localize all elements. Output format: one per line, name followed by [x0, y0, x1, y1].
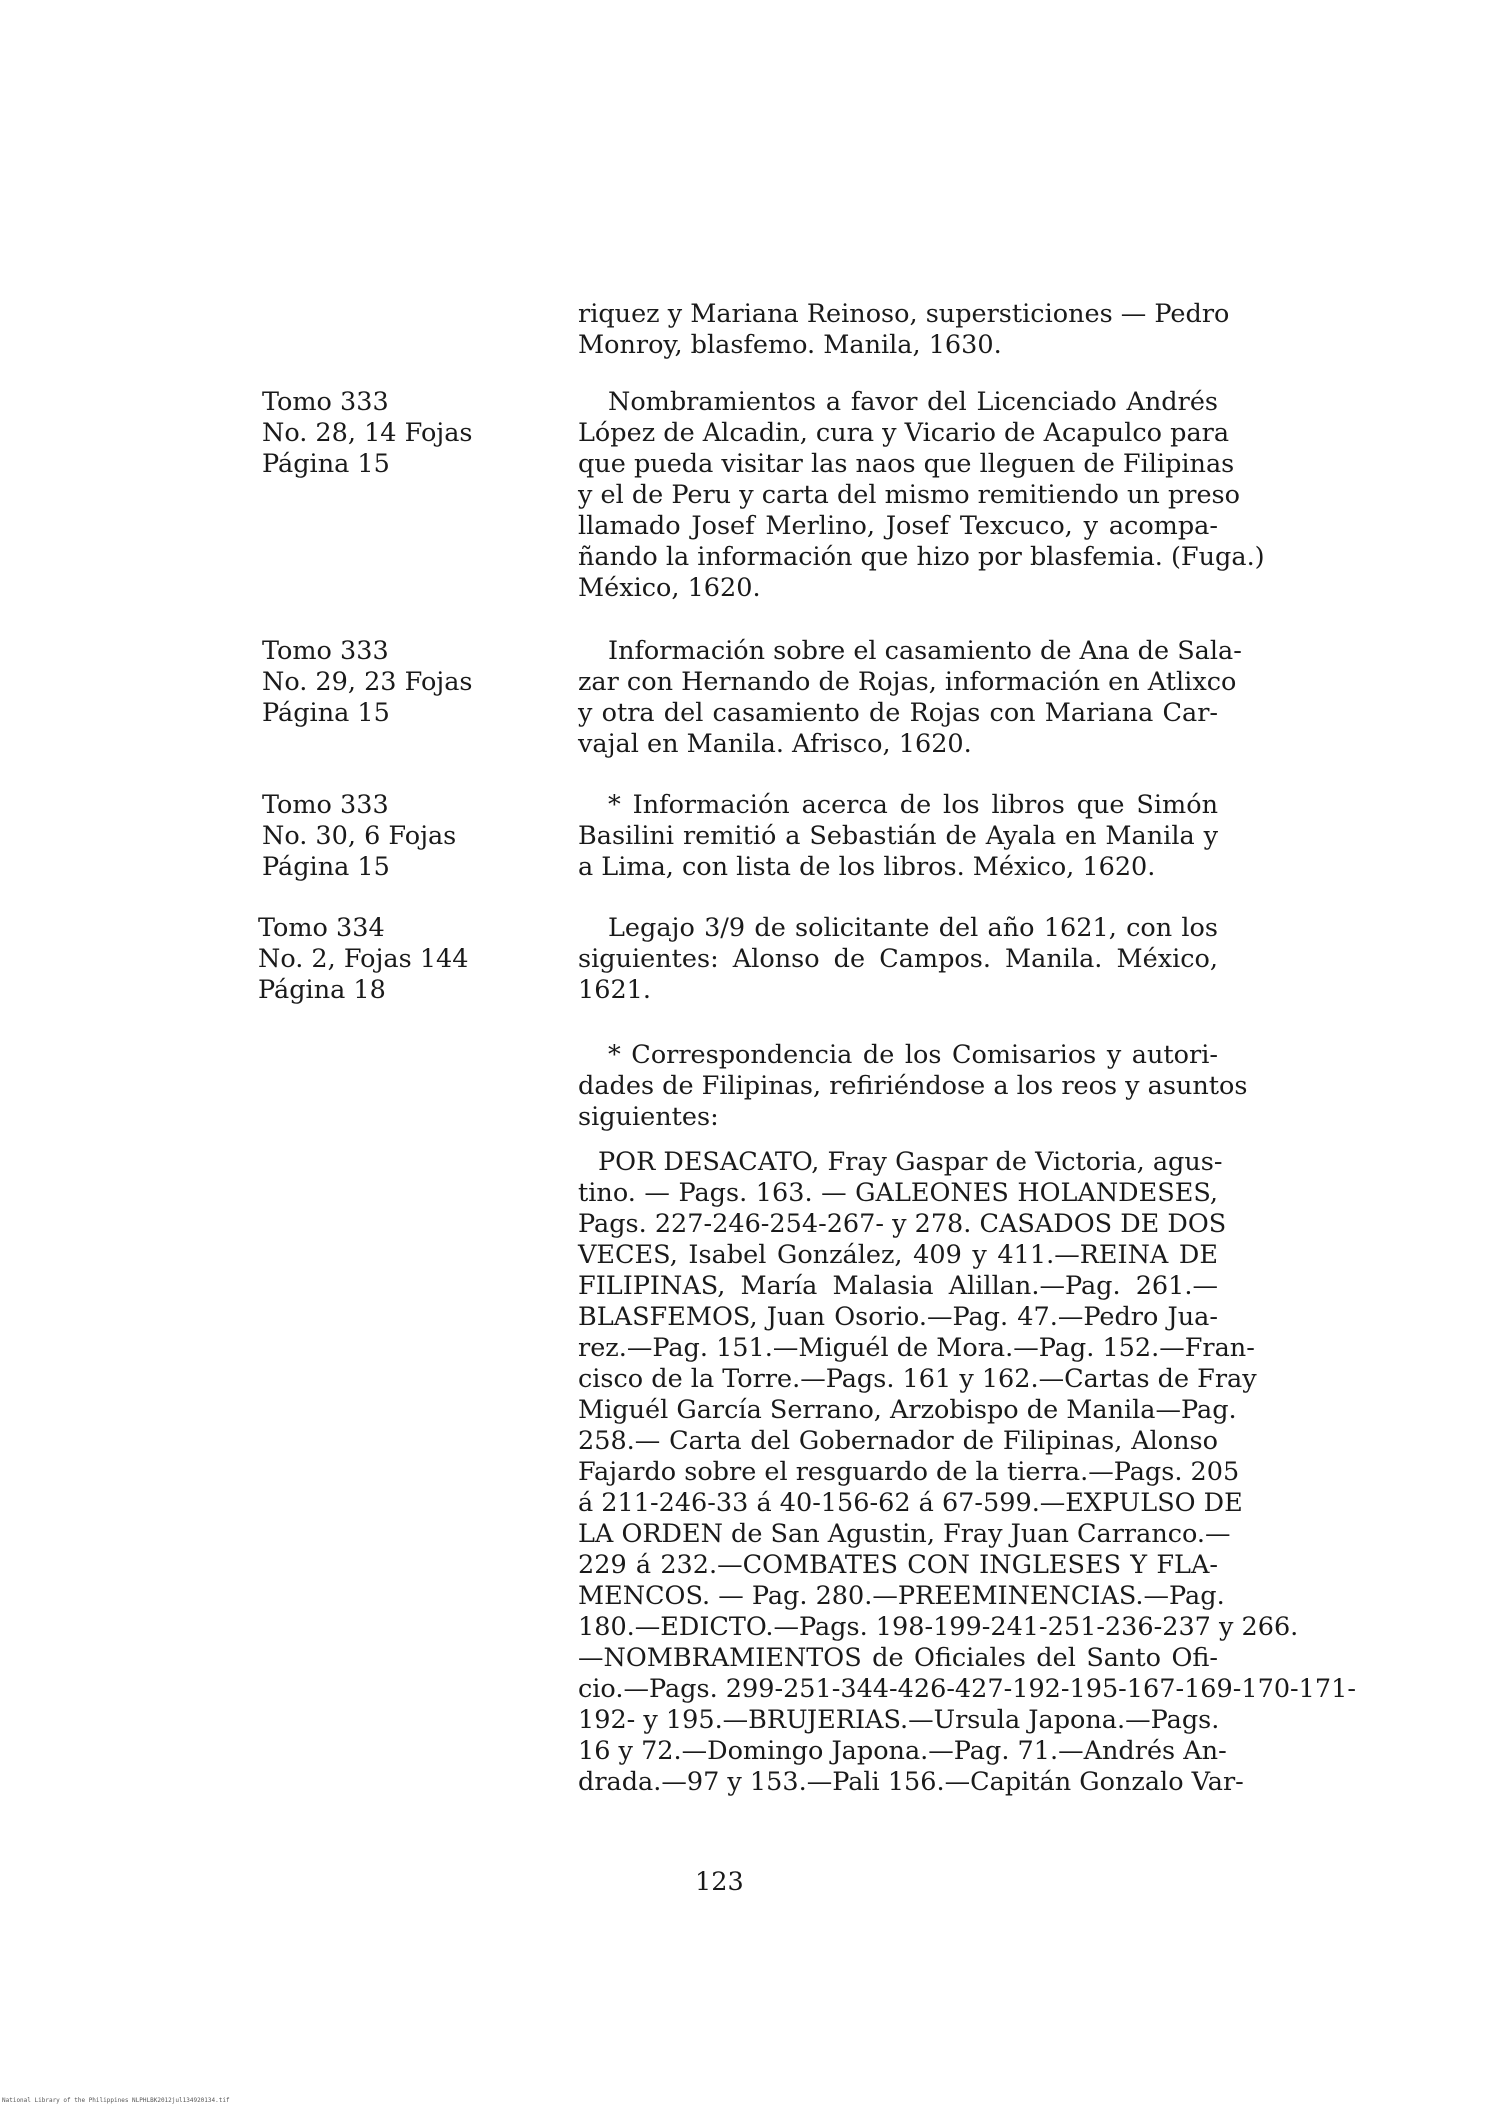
paragraph-line: que pueda visitar las naos que lleguen de Filipinas: [578, 449, 1235, 479]
paragraph-line: México, 1620.: [578, 573, 761, 603]
paragraph-line: Legajo 3/9 de solicitante del año 1621, con los: [608, 913, 1218, 943]
paragraph-line: Fajardo sobre el resguardo de la tierra.—Pags. 205: [578, 1457, 1240, 1487]
paragraph-line: 16 y 72.—Domingo Japona.—Pag. 71.—Andrés An-: [578, 1736, 1227, 1766]
paragraph-line: ñando la información que hizo por blasfemia. (Fuga.): [578, 542, 1265, 572]
paragraph-line: siguientes:: [578, 1102, 719, 1132]
paragraph-line: vajal en Manila. Afrisco, 1620.: [578, 729, 972, 759]
paragraph-line: siguientes: Alonso de Campos. Manila. México,: [578, 944, 1218, 974]
paragraph-line: BLASFEMOS, Juan Osorio.—Pag. 47.—Pedro Jua-: [578, 1302, 1218, 1332]
paragraph-line: MENCOS. — Pag. 280.—PREEMINENCIAS.—Pag.: [578, 1581, 1225, 1611]
paragraph-line: Miguél García Serrano, Arzobispo de Manila—Pag.: [578, 1395, 1237, 1425]
fojas-label: No. 28, 14 Fojas: [262, 418, 473, 448]
tomo-label: Tomo 333: [262, 790, 389, 820]
paragraph-line: Pags. 227-246-254-267- y 278. CASADOS DE DOS: [578, 1209, 1227, 1239]
correspondence-intro: [578, 1040, 1248, 1133]
paragraph-line: 258.— Carta del Gobernador de Filipinas, Alonso: [578, 1426, 1218, 1456]
entry-paragraph: [578, 387, 1265, 604]
tomo-label: Tomo 334: [258, 913, 385, 943]
paragraph-line: y otra del casamiento de Rojas con Mariana Car-: [578, 698, 1218, 728]
paragraph-line: a Lima, con lista de los libros. México, 1620.: [578, 852, 1156, 882]
paragraph-line: drada.—97 y 153.—Pali 156.—Capitán Gonzalo Var-: [578, 1767, 1244, 1797]
paragraph-line: dades de Filipinas, refiriéndose a los reos y asuntos: [578, 1071, 1248, 1101]
paragraph-line: FILIPINAS, María Malasia Alillan.—Pag. 261.—: [578, 1271, 1218, 1301]
paragraph-line: 229 á 232.—COMBATES CON INGLESES Y FLA-: [578, 1550, 1218, 1580]
archive-reference: [262, 387, 502, 480]
paragraph-line: López de Alcadin, cura y Vicario de Acapulco para: [578, 418, 1230, 448]
paragraph-line: 180.—EDICTO.—Pags. 198-199-241-251-236-237 y 266.: [578, 1612, 1299, 1642]
paragraph-line: Información sobre el casamiento de Ana de Sala-: [608, 636, 1242, 666]
paragraph-line: y el de Peru y carta del mismo remitiendo un preso: [578, 480, 1240, 510]
paragraph-line: Monroy, blasfemo. Manila, 1630.: [578, 330, 1002, 360]
paragraph-line: tino. — Pags. 163. — GALEONES HOLANDESES,: [578, 1178, 1218, 1208]
archive-reference: [262, 636, 502, 729]
entry-paragraph: [578, 913, 1218, 1006]
pagina-label: Página 15: [262, 449, 390, 479]
paragraph-line: LA ORDEN de San Agustin, Fray Juan Carranco.—: [578, 1519, 1231, 1549]
entry-paragraph: [578, 636, 1242, 760]
paragraph-line: 192- y 195.—BRUJERIAS.—Ursula Japona.—Pags.: [578, 1705, 1220, 1735]
paragraph-line: POR DESACATO, Fray Gaspar de Victoria, agus-: [598, 1147, 1223, 1177]
paragraph-line: Nombramientos a favor del Licenciado Andrés: [608, 387, 1218, 417]
tomo-label: Tomo 333: [262, 387, 389, 417]
archive-reference: [262, 790, 502, 883]
paragraph-line: cisco de la Torre.—Pags. 161 y 162.—Cartas de Fray: [578, 1364, 1257, 1394]
fojas-label: No. 29, 23 Fojas: [262, 667, 473, 697]
paragraph-line: * Información acerca de los libros que Simón: [608, 790, 1218, 820]
paragraph-line: —NOMBRAMIENTOS de Oficiales del Santo Ofi-: [578, 1643, 1218, 1673]
paragraph-line: cio.—Pags. 299-251-344-426-427-192-195-167-169-170-171-: [578, 1674, 1356, 1704]
fojas-label: No. 2, Fojas 144: [258, 944, 469, 974]
fojas-label: No. 30, 6 Fojas: [262, 821, 457, 851]
paragraph-line: á 211-246-33 á 40-156-62 á 67-599.—EXPULSO DE: [578, 1488, 1243, 1518]
paragraph-line: Basilini remitió a Sebastián de Ayala en Manila y: [578, 821, 1218, 851]
subjects-paragraph: [578, 1147, 1356, 1798]
tomo-label: Tomo 333: [262, 636, 389, 666]
page-number: 123: [695, 1867, 744, 1897]
paragraph-line: rez.—Pag. 151.—Miguél de Mora.—Pag. 152.—Fran-: [578, 1333, 1255, 1363]
paragraph-line: 1621.: [578, 975, 652, 1005]
pagina-label: Página 18: [258, 975, 386, 1005]
paragraph-line: VECES, Isabel González, 409 y 411.—REINA DE: [578, 1240, 1218, 1270]
pagina-label: Página 15: [262, 698, 390, 728]
pagina-label: Página 15: [262, 852, 390, 882]
continuation-paragraph: [578, 299, 1230, 361]
paragraph-line: riquez y Mariana Reinoso, supersticiones — Pedro: [578, 299, 1230, 329]
entry-paragraph: [578, 790, 1218, 883]
scan-footer: National Library of the Philippines NLPHLBK2012jul134920134.tif: [2, 2097, 230, 2104]
archive-reference: [258, 913, 498, 1006]
paragraph-line: llamado Josef Merlino, Josef Texcuco, y acompa-: [578, 511, 1218, 541]
paragraph-line: * Correspondencia de los Comisarios y autori-: [608, 1040, 1218, 1070]
paragraph-line: zar con Hernando de Rojas, información en Atlixco: [578, 667, 1237, 697]
